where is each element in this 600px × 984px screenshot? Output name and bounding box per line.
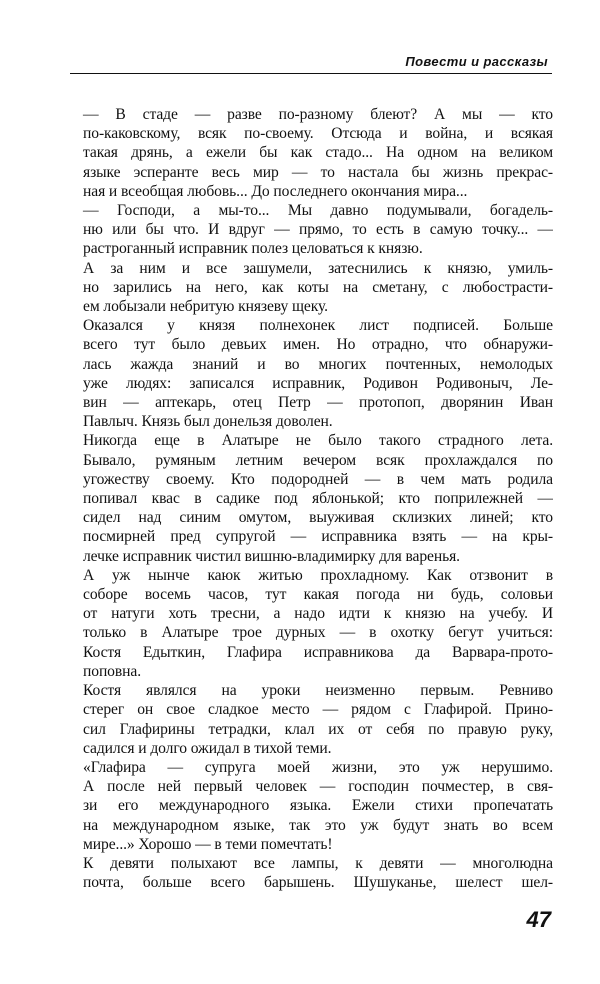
text-line: лась жажда знаний и во многих почтенных, немолодых [83,355,553,373]
page-number: 47 [526,907,551,932]
text-line: на международном языке, так это уж будут знать во всем [83,816,553,834]
text-line: уже людях: записался исправник, Родивон Родивоныч, Ле- [83,374,553,392]
text-line: такая дрянь, а ежели бы как стадо... На одном на великом [83,144,553,162]
text-line: попивал квас в садике под яблонькой; кто поприлежней — [83,490,553,508]
text-line: Костя Едыткин, Глафира исправникова да Варвара-прото- [83,643,553,661]
text-line: К девяти полыхают все лампы, к девяти — многолюдна [83,854,553,872]
text-line: — В стаде — разве по-разному блеют? А мы — кто [83,106,553,123]
text-line: А за ним и все зашумели, затеснились к князю, умиль- [83,259,553,277]
text-line: ная и всеобщая любовь... До последнего окончания мира... [83,182,468,200]
text-line: но зарились на него, как коты на сметану, с любострасти- [83,278,553,296]
paragraph [67,105,553,201]
text-line: поповна. [83,662,142,680]
text-line: ем лобызали небритую князеву щеку. [83,298,328,316]
paragraph [67,201,553,259]
paragraph [67,854,553,892]
running-title: Повести и рассказы [405,54,548,69]
paragraph [67,259,553,317]
text-line: садился и долго ожидал в тихой теми. [83,739,332,757]
text-line: стерег он свое сладкое место — рядом с Глафирой. Прино- [83,701,553,719]
text-line: А после ней первый человек — господин почместер, в свя- [83,778,553,796]
text-line: Оказался у князя полнехонек лист подписей. Больше [83,317,553,335]
paragraph [67,681,553,758]
text-line: почта, больше всего барышень. Шушуканье, шелест шел- [83,874,553,892]
text-line: растроганный исправник полез целоваться к князю. [83,240,423,258]
text-line: Бывало, румяным летним вечером всяк прохлаждался по [83,451,553,469]
paragraph [67,758,553,854]
text-line: — Господи, а мы-то... Мы давно подумывали, богадель- [83,202,553,220]
text-line: «Глафира — супруга моей жизни, это уж нерушимо. [83,758,553,776]
text-line: сидел над синим омутом, выуживая склизких линей; кто [83,509,553,527]
body-text [67,105,553,892]
text-line: Костя являлся на уроки неизменно первым. Ревниво [83,682,553,700]
text-line: Павлыч. Князь был донельзя доволен. [83,413,333,431]
text-line: Никогда еще в Алатыре не было такого страдного лета. [83,432,553,450]
text-line: от натуги хоть тресни, а надо идти к князю на учебу. И [83,605,553,623]
text-line: посмирней пред супругой — исправника взять — на кры- [83,528,553,546]
text-line: мире...» Хорошо — в теми помечтать! [83,835,333,853]
text-line: языке эсперанте весь мир — то настала бы жизнь прекрас- [83,163,553,181]
text-line: вин — аптекарь, отец Петр — протопоп, дворянин Иван [83,394,553,412]
paragraph [67,316,553,431]
text-line: соборе восемь часов, тут какая погода ни будь, соловьи [83,586,553,604]
text-line: зи его международного языка. Ежели стихи пропечатать [83,797,553,815]
header-rule [70,73,552,74]
running-header [70,44,552,70]
text-line: ню или бы что. И вдруг — прямо, то есть в самую точку... — [83,221,553,239]
text-line: только в Алатыре трое дурных — в охотку бегут учиться: [83,624,553,642]
text-line: всего тут было девьих имен. Но отрадно, что обнаружи- [83,336,553,354]
text-line: угожеству своему. Кто подородней — в чем мать родила [83,470,553,488]
text-line: лечке исправник чистил вишню-владимирку для варенья. [83,547,460,565]
text-line: сил Глафирины тетрадки, клал их от себя по правую руку, [83,720,553,738]
paragraph [67,566,553,681]
text-line: по-каковскому, всяк по-своему. Отсюда и война, и всякая [83,125,553,143]
text-line: А уж нынче каюк житью прохладному. Как отзвонит в [83,566,553,584]
paragraph [67,431,553,565]
